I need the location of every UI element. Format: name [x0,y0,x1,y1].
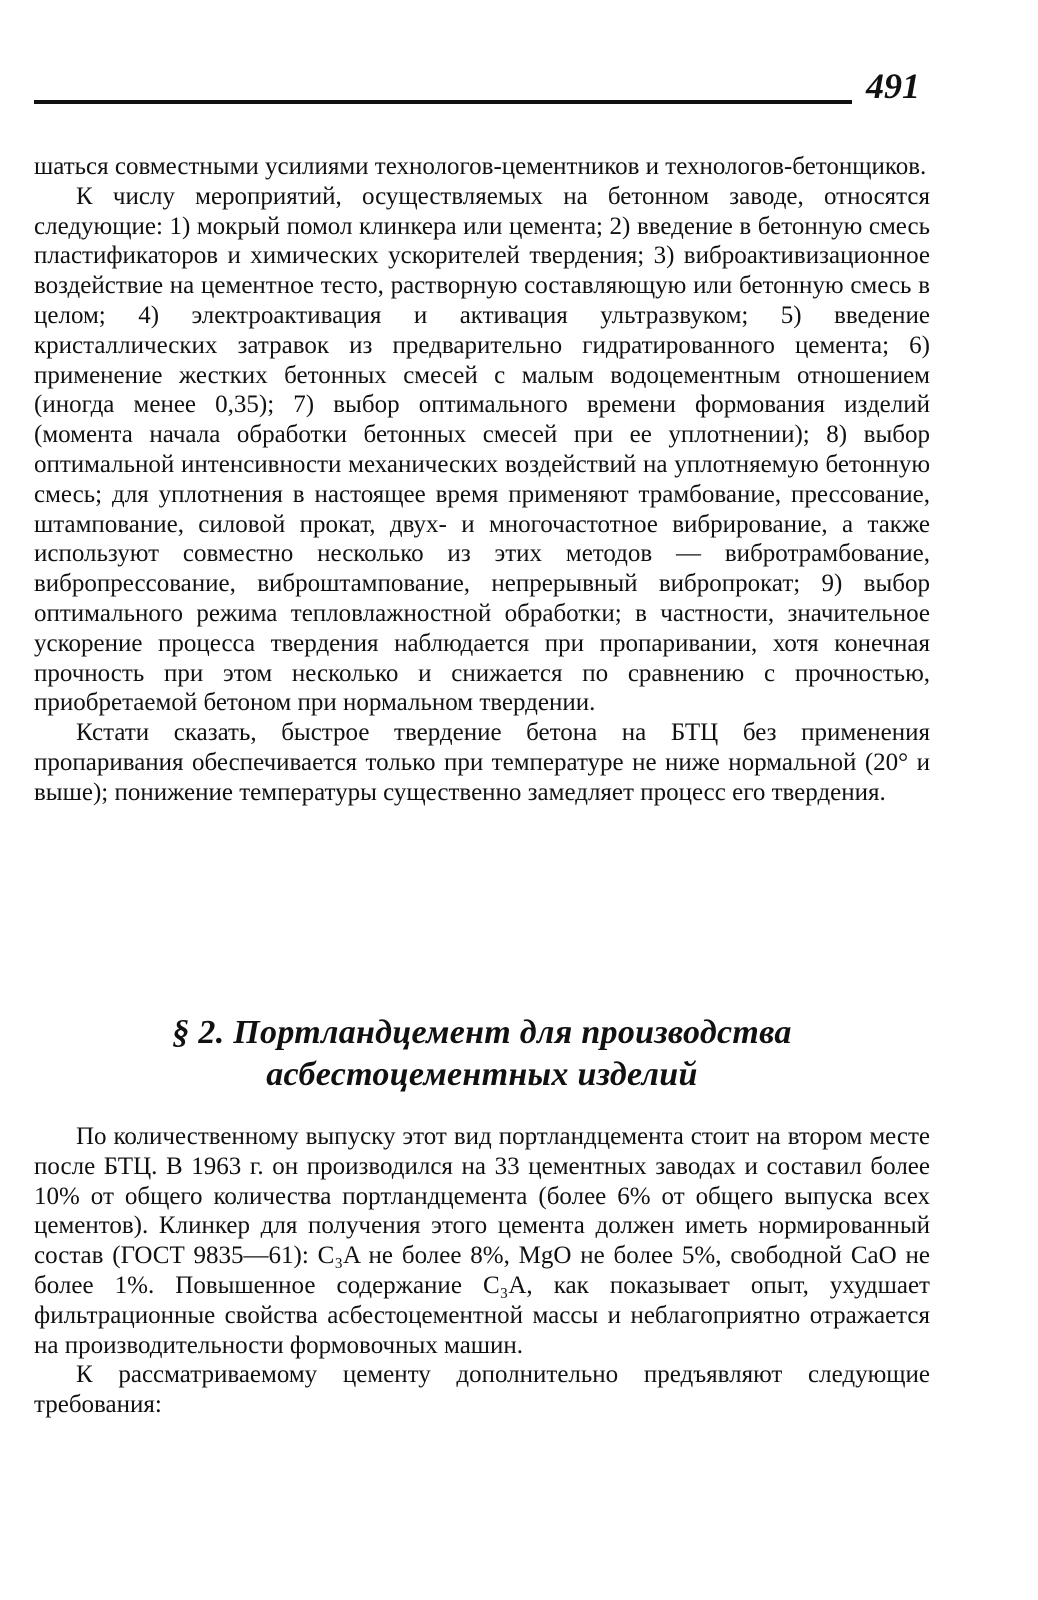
header-rule [34,100,852,104]
page-number: 491 [866,66,920,106]
paragraph: К рассматриваемому цементу дополнительно предъявляют следующие требования: [34,1361,930,1419]
paragraph: Кстати сказать, быстрое твердение бетона на БТЦ без применения пропаривания обеспечивается только при температуре не ниже нормальной (20° и выше); понижение температуры существенно замедляет процесс его твердения. [34,719,930,806]
section-heading [34,1012,930,1096]
section-heading-line: § 2. Портландцемент для производства [172,1014,792,1051]
section-heading-line: асбестоцементных изделий [266,1056,698,1093]
body-text-top [34,152,930,808]
paragraph: По количественному выпуску этот вид портландцемента стоит на втором месте после БТЦ. В 1963 г. он производился на 33 цементных заводах и составил более 10% от общего количества портландцемента (более 6% от общего выпуска всех цементов). Клинкер для получения этого цемента должен иметь нормированный состав (ГОСТ 9835—61): C₃A не более 8%, MgO не более 5%, свободной CaO не более 1%. Повышенное содержание C₃A, как показывает опыт, ухудшает фильтрационные свойства асбестоцементной массы и неблагоприятно отражается на производительности формовочных машин. [34,1123,930,1359]
paragraph: К числу мероприятий, осуществляемых на бетонном заводе, относятся следующие: 1) мокрый помол клинкера или цемента; 2) введение в бетонную смесь пластификаторов и химических ускорителей твердения; 3) виброактивизационное воздействие на цементное тесто, растворную составляющую или бетонную смесь в целом; 4) электроактивация и активация ультразвуком; 5) введение кристаллических затравок из предварительно гидратированного цемента; 6) применение жестких бетонных смесей с малым водоцементным отношением (иногда менее 0,35); 7) выбор оптимального времени формования изделий (момента начала обработки бетонных смесей при ее уплотнении); 8) выбор оптимальной интенсивности механических воздействий на уплотняемую бетонную смесь; для уплотнения в настоящее время применяют трамбование, прессование, штампование, силовой прокат, двух- и многочастотное вибрирование, а также используют совместно несколько из этих методов — вибротрамбование, вибропрессование, виброштампование, непрерывный вибропрокат; 9) выбор оптимального режима тепловлажностной обработки; в частности, значительное ускорение процесса твердения наблюдается при пропаривании, хотя конечная прочность при этом несколько и снижается по сравнению с прочностью, приобретаемой бетоном при нормальном твердении. [34,182,930,717]
body-text-bottom [34,1122,930,1420]
paragraph: шаться совместными усилиями технологов-цементников и технологов-бетонщиков. [34,153,927,180]
